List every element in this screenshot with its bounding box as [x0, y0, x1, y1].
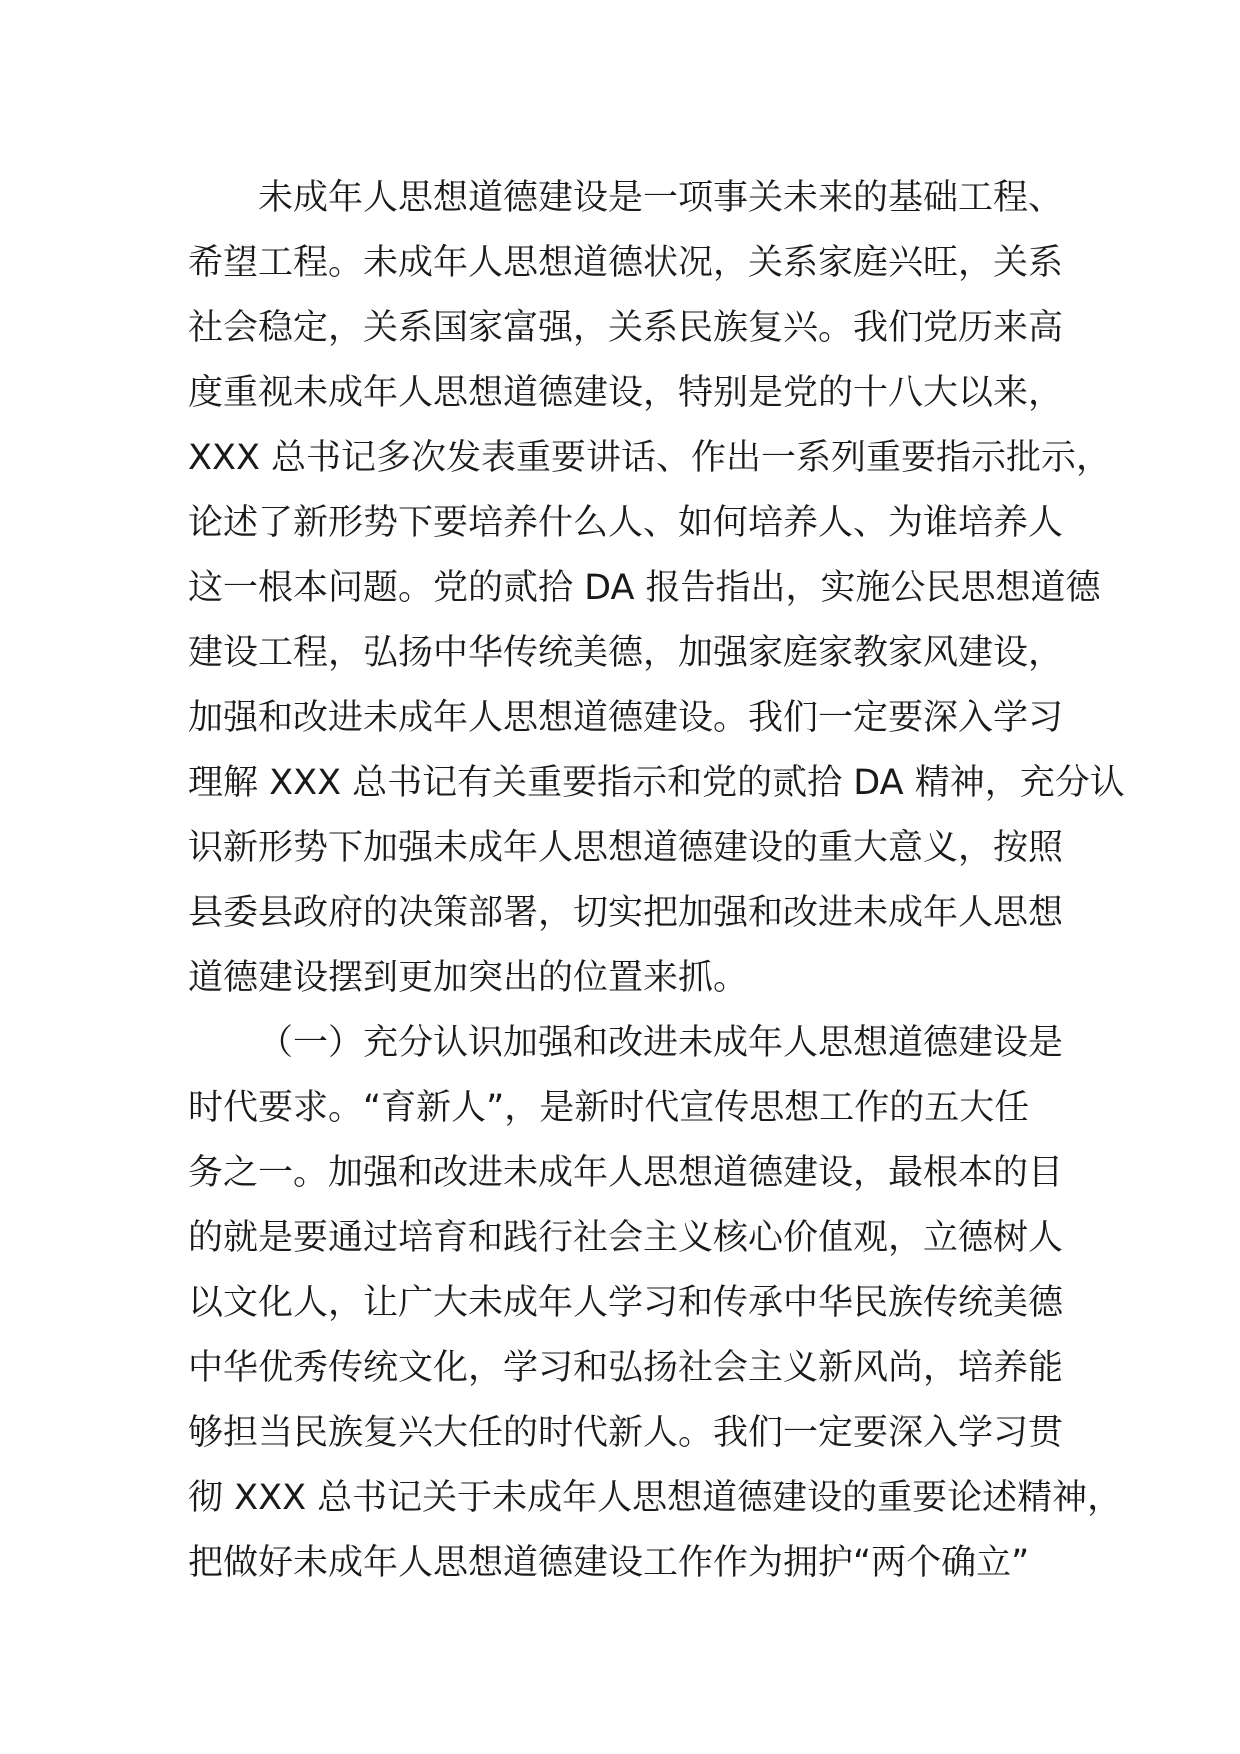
text-line: 希望工程。未成年人思想道德状况，关系家庭兴旺，关系 — [188, 243, 1064, 283]
text-line: 时代要求。“育新人”，是新时代宣传思想工作的五大任 — [188, 1088, 1030, 1128]
text-line: 够担当民族复兴大任的时代新人。我们一定要深入学习贯 — [188, 1413, 1064, 1453]
text-line: 县委县政府的决策部署，切实把加强和改进未成年人思想 — [188, 893, 1064, 933]
paragraph-2 — [188, 1011, 1123, 1596]
text-line: 未成年人思想道德建设是一项事关未来的基础工程、 — [258, 178, 1064, 218]
text-line: 加强和改进未成年人思想道德建设。我们一定要深入学习 — [188, 698, 1064, 738]
text-line: 识新形势下加强未成年人思想道德建设的重大意义，按照 — [188, 828, 1064, 868]
text-line: 理解 XXX 总书记有关重要指示和党的贰拾 DA 精神，充分认 — [188, 763, 1125, 803]
text-line: 度重视未成年人思想道德建设，特别是党的十八大以来， — [188, 373, 1064, 413]
document-body — [188, 166, 1125, 1596]
paragraph-1 — [188, 166, 1125, 1011]
text-line: 务之一。加强和改进未成年人思想道德建设，最根本的目 — [188, 1153, 1064, 1193]
text-line: 道德建设摆到更加突出的位置来抓。 — [188, 958, 749, 998]
text-line: 以文化人，让广大未成年人学习和传承中华民族传统美德 — [188, 1283, 1064, 1323]
text-line: 把做好未成年人思想道德建设工作作为拥护“两个确立” — [188, 1543, 1030, 1583]
text-line: 社会稳定，关系国家富强，关系民族复兴。我们党历来高 — [188, 308, 1064, 348]
text-line: 中华优秀传统文化，学习和弘扬社会主义新风尚，培养能 — [188, 1348, 1064, 1388]
text-line: 建设工程，弘扬中华传统美德，加强家庭家教家风建设， — [188, 633, 1064, 673]
text-line: 论述了新形势下要培养什么人、如何培养人、为谁培养人 — [188, 503, 1064, 543]
text-line: 这一根本问题。党的贰拾 DA 报告指出，实施公民思想道德 — [188, 568, 1101, 608]
text-line: （一）充分认识加强和改进未成年人思想道德建设是 — [258, 1023, 1064, 1063]
text-line: 的就是要通过培育和践行社会主义核心价值观，立德树人 — [188, 1218, 1064, 1258]
text-line: XXX 总书记多次发表重要讲话、作出一系列重要指示批示， — [188, 438, 1112, 478]
text-line: 彻 XXX 总书记关于未成年人思想道德建设的重要论述精神， — [188, 1478, 1123, 1518]
